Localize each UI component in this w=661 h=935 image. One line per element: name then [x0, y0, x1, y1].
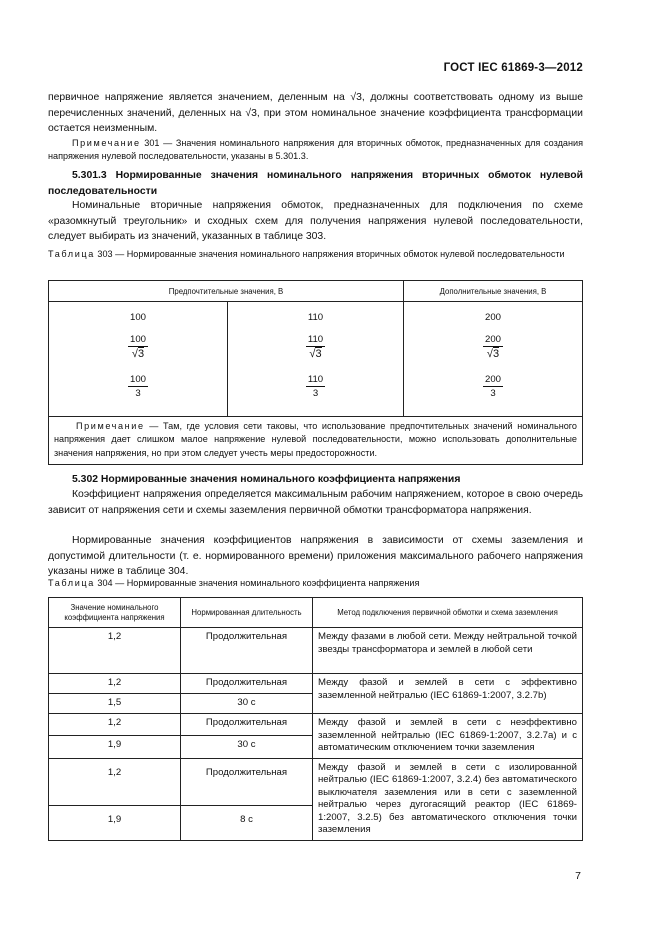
table-303-column-1 [49, 302, 228, 417]
table-303 [48, 280, 583, 465]
table-row: 1,2 Продолжительная Между фазой и землей в сети с изолированной нейтралью (IEC 61869-1:2007, 3.2.4) без автоматического выключателя заземления или в сети с заземленной нейтралью через дугогасящий реактор (IEC 61869-1:2007, 3.2.5) без автоматического отключения точки заземления [49, 758, 583, 806]
table-row: 1,2 Продолжительная Между фазой и землей в сети с неэффективно заземленной нейтралью (IEC 61869-1:2007, 3.2.7a) и с автоматическим отключением точки заземления [49, 714, 583, 736]
value-over-3: $\frac{200}{3}$ [484, 374, 501, 399]
top-paragraph: первичное напряжение является значением, деленным на √3, должны соответствовать одному из выше перечисленных значений, деленных на √3, при этом номинальное значение коэффициента трансформации остается неизменным. [48, 92, 583, 135]
value-over-sqrt3: $\frac{110}{√3}$ [307, 334, 324, 360]
note-text: — Там, где условия сети таковы, что использование предпочтительных значений номинального напряжения дает слишком малое напряжение нулевой последовательности, можно использовать дополнительные значения напряжения, но при этом следует учесть меры предосторожности. [54, 421, 577, 458]
header-duration: Нормированная длительность [181, 598, 313, 628]
table-303-caption [48, 248, 583, 261]
value-over-3: $\frac{100}{3}$ [129, 374, 146, 399]
value-over-sqrt3: $\frac{100}{√3}$ [129, 334, 146, 360]
caption-label: Таблица [48, 578, 95, 588]
value-plain: 200 [484, 312, 501, 323]
section-5-302-title: 5.302 Нормированные значения номинального коэффициента напряжения [72, 474, 461, 485]
section-5-302-para1: Коэффициент напряжения определяется максимальным рабочим напряжением, которое в свою очередь зависит от напряжения сети и схемы заземления первичной обмотки трансформатора напряжения. [48, 489, 583, 516]
note-text: 301 — Значения номинального напряжения для вторичных обмоток, предназначенных для создания напряжения нулевой последовательности, указаны в 5.301.3. [48, 138, 583, 162]
value-over-3: $\frac{110}{3}$ [307, 374, 324, 399]
caption-label: Таблица [48, 249, 95, 259]
caption-text: 303 — Нормированные значения номинального напряжения вторичных обмоток нулевой последовательности [94, 249, 565, 259]
table-row: 1,9 8 с [49, 806, 583, 840]
table-row: 1,5 30 с [49, 694, 583, 714]
header-method: Метод подключения первичной обмотки и схема заземления [313, 598, 583, 628]
note-label: Примечание [72, 138, 141, 148]
header-factor: Значение номинального коэффициента напряжения [49, 598, 181, 628]
caption-text: 304 — Нормированные значения номинального коэффициента напряжения [94, 578, 420, 588]
table-row: 1,2 Продолжительная Между фазой и землей в сети с эффективно заземленной нейтралью (IEC 61869-1:2007, 3.2.7b) [49, 674, 583, 694]
value-plain: 100 [129, 312, 146, 323]
note-301 [48, 137, 583, 164]
table-303-note [49, 417, 583, 465]
table-304 [48, 597, 583, 841]
value-plain: 110 [307, 312, 324, 323]
table-row: 1,2 Продолжительная Между фазами в любой сети. Между нейтральной точкой звезды трансформатора и землей в любой сети [49, 628, 583, 674]
section-5-301-3-text: Номинальные вторичные напряжения обмоток, предназначенных для подключения по схеме «разомкнутый треугольник» и сходных схем для получения напряжения нулевой последовательности, следует выбирать из значений, указанных в таблице 303. [48, 200, 583, 243]
header-preferred: Предпочтительные значения, В [49, 281, 404, 302]
table-303-column-2 [228, 302, 404, 417]
document-header: ГОСТ IEC 61869-3—2012 [443, 62, 583, 74]
table-303-column-3 [404, 302, 583, 417]
header-additional: Дополнительные значения, В [404, 281, 583, 302]
table-row: 1,9 30 с [49, 736, 583, 758]
section-5-301-3-title: 5.301.3 Нормированные значения номинального напряжения вторичных обмоток нулевой последовательности [48, 170, 583, 197]
section-5-302-para2: Нормированные значения коэффициентов напряжения в зависимости от схемы заземления и допустимой длительности (т. е. нормированного времени) приложения максимального рабочего напряжения указаны ниже в таблице 304. [48, 535, 583, 578]
table-304-caption [48, 577, 583, 590]
value-over-sqrt3: $\frac{200}{√3}$ [484, 334, 501, 360]
page-number: 7 [575, 870, 581, 882]
note-label: Примечание [76, 421, 145, 431]
